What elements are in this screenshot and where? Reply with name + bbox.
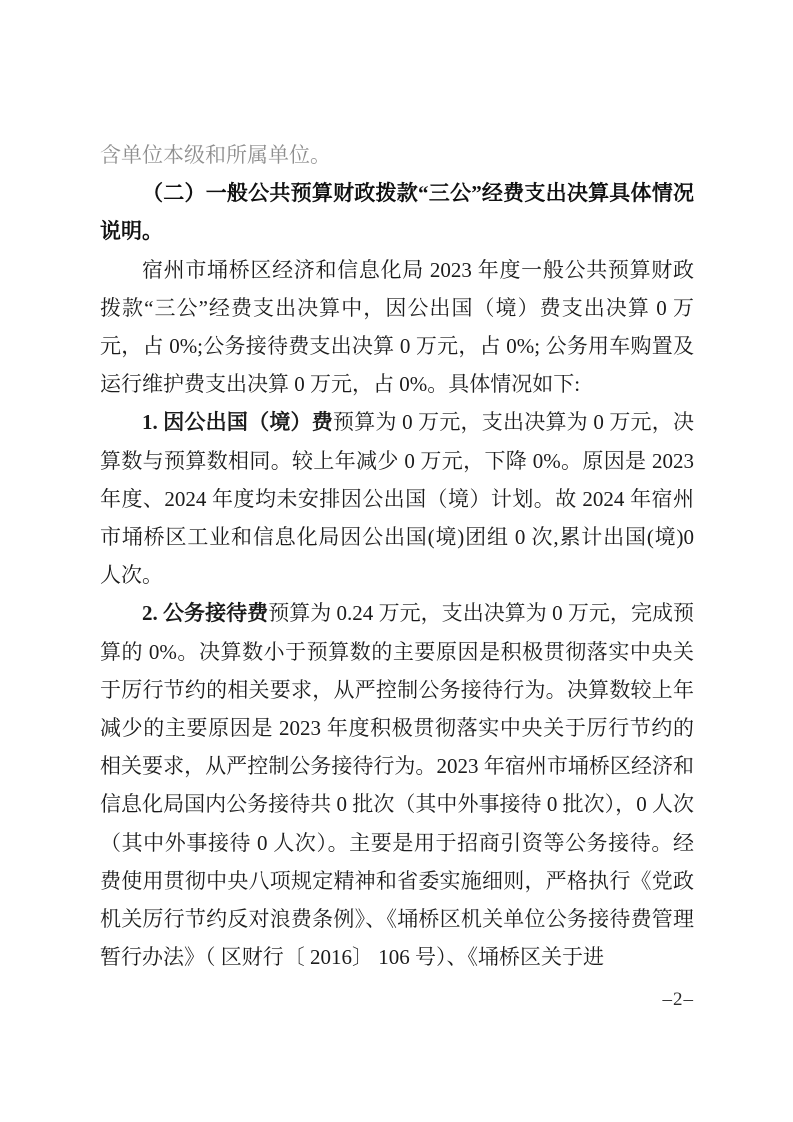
paragraph-item-2 bbox=[100, 594, 694, 976]
paragraph-continuation: 含单位本级和所属单位。 bbox=[100, 143, 331, 167]
page-number: –2– bbox=[662, 989, 694, 1010]
item-2-text: 预算为 0.24 万元，支出决算为 0 万元，完成预算的 0%。决算数小于预算数的主要原因是积极贯彻落实中央关于厉行节约的相关要求，从严控制公务接待行为。决算数较上年减少的主要原因是 2023 年度积极贯彻落实中央关于厉行节约的相关要求，从严控制公务接待行为。2023 年宿州市埇桥区经济和信息化局国内公务接待共 0 批次（其中外事接待 0 批次），0 人次（其中外事接待 0 人次）。主要是用于招商引资等公务接待。经费使用贯彻中央八项规定精神和省委实施细则，严格执行《党政机关厉行节约反对浪费条例》、《埇桥区机关单位公务接待费管理暂行办法》（ 区财行〔 2016〕 106 号）、《埇桥区关于进 bbox=[100, 601, 695, 970]
paragraph-overview: 宿州市埇桥区经济和信息化局 2023 年度一般公共预算财政拨款“三公”经费支出决算中，因公出国（境）费支出决算 0 万元，占 0%;公务接待费支出决算 0 万元，占 0%; 公务用车购置及运行维护费支出决算 0 万元，占 0%。具体情况如下: bbox=[100, 257, 694, 397]
paragraph-item-1 bbox=[100, 403, 694, 594]
item-1-text: 预算为 0 万元，支出决算为 0 万元，决算数与预算数相同。较上年减少 0 万元，下降 0%。原因是 2023 年度、2024 年度均未安排因公出国（境）计划。故 2024 年宿州市埇桥区工业和信息化局因公出国(境)团组 0 次,累计出国(境)0 人次。 bbox=[100, 410, 694, 588]
item-2-label: 2. 公务接待费 bbox=[142, 601, 269, 626]
document-body bbox=[100, 136, 694, 976]
item-1-label: 1. 因公出国（境）费 bbox=[142, 410, 333, 435]
section-heading: （二）一般公共预算财政拨款“三公”经费支出决算具体情况说明。 bbox=[100, 181, 694, 244]
